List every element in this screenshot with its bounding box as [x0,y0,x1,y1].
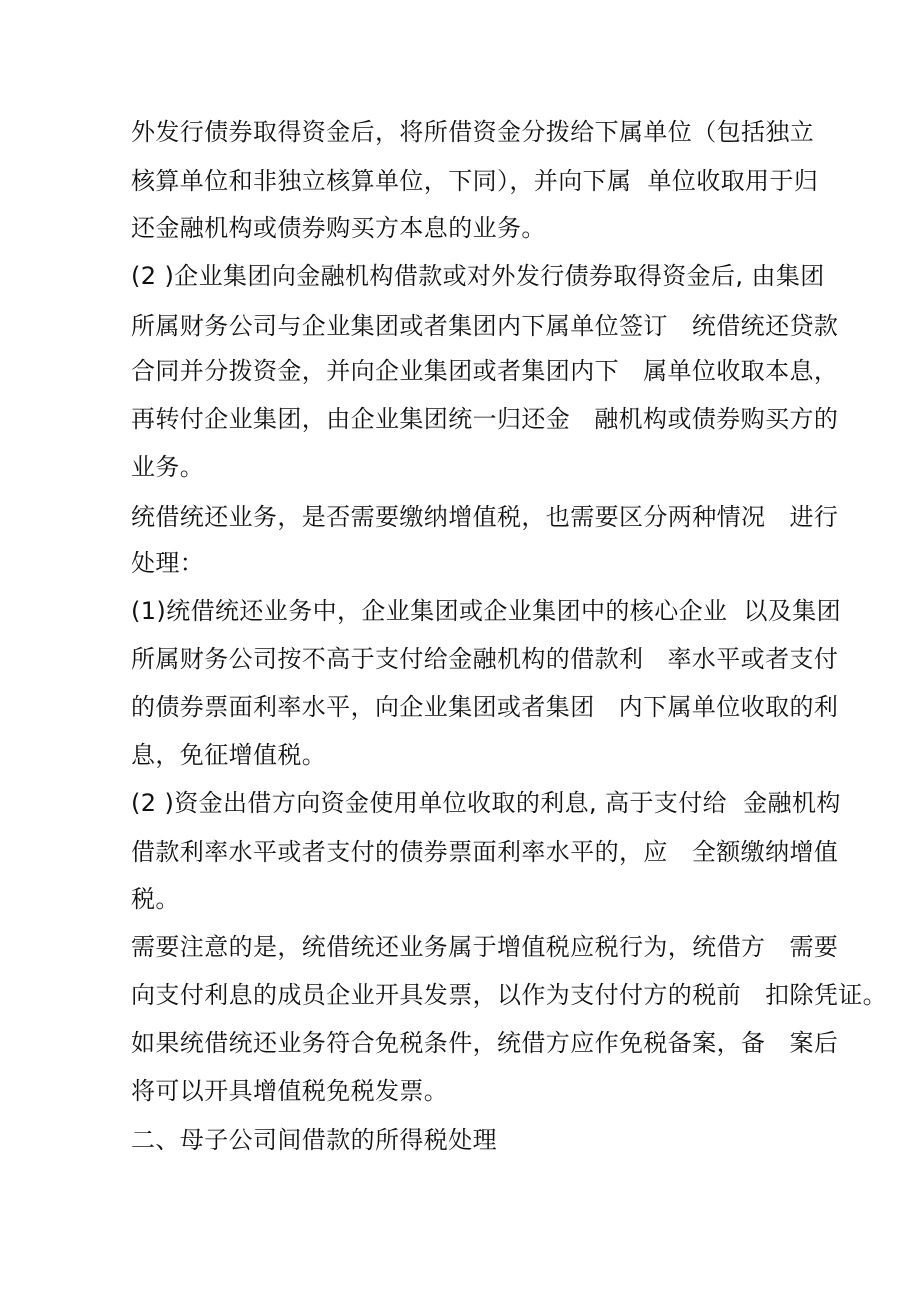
section-heading: 二、母子公司间借款的所得税处理 [131,1126,497,1154]
text-line: 统借统还业务，是否需要缴纳增值税，也需要区分两种情况 进行 [131,503,839,531]
text-line: 的债券票面利率水平，向企业集团或者集团 内下属单位收取的利 [131,693,839,721]
text-line: (2 )资金出借方向资金使用单位收取的利息, 高于支付给 金融机构 [131,789,841,817]
text-line: 所属财务公司按不高于支付给金融机构的借款利 率水平或者支付 [131,645,839,673]
text-line: (1)统借统还业务中，企业集团或企业集团中的核心企业 以及集团 [131,597,842,625]
text-line: 再转付企业集团，由企业集团统一归还金 融机构或债券购买方的 [131,405,839,433]
text-line: 将可以开具增值税免税发票。 [131,1077,449,1105]
text-line: 合同并分拨资金，并向企业集团或者集团内下 属单位收取本息， [131,357,839,385]
text-line: 借款利率水平或者支付的债券票面利率水平的，应 全额缴纳增值 [131,838,839,866]
text-line: 还金融机构或债券购买方本息的业务。 [131,214,546,242]
text-line: 如果统借统还业务符合免税条件，统借方应作免税备案，备 案后 [131,1029,839,1057]
text-line: (2 )企业集团向金融机构借款或对外发行债券取得资金后, 由集团 [131,262,825,290]
text-line: 向支付利息的成员企业开具发票，以作为支付付方的税前 扣除凭证。 [131,981,888,1009]
text-line: 核算单位和非独立核算单位，下同），并向下属 单位收取用于归 [131,167,819,195]
text-line: 所属财务公司与企业集团或者集团内下属单位签订 统借统还贷款 [131,312,839,340]
text-line: 外发行债券取得资金后，将所借资金分拨给下属单位（包括独立 [131,118,815,146]
text-line: 业务。 [131,453,205,481]
text-line: 处理： [131,549,205,577]
text-line: 息，免征增值税。 [131,741,327,769]
text-line: 需要注意的是，统借统还业务属于增值税应税行为，统借方 需要 [131,933,839,961]
text-line: 税。 [131,885,180,913]
